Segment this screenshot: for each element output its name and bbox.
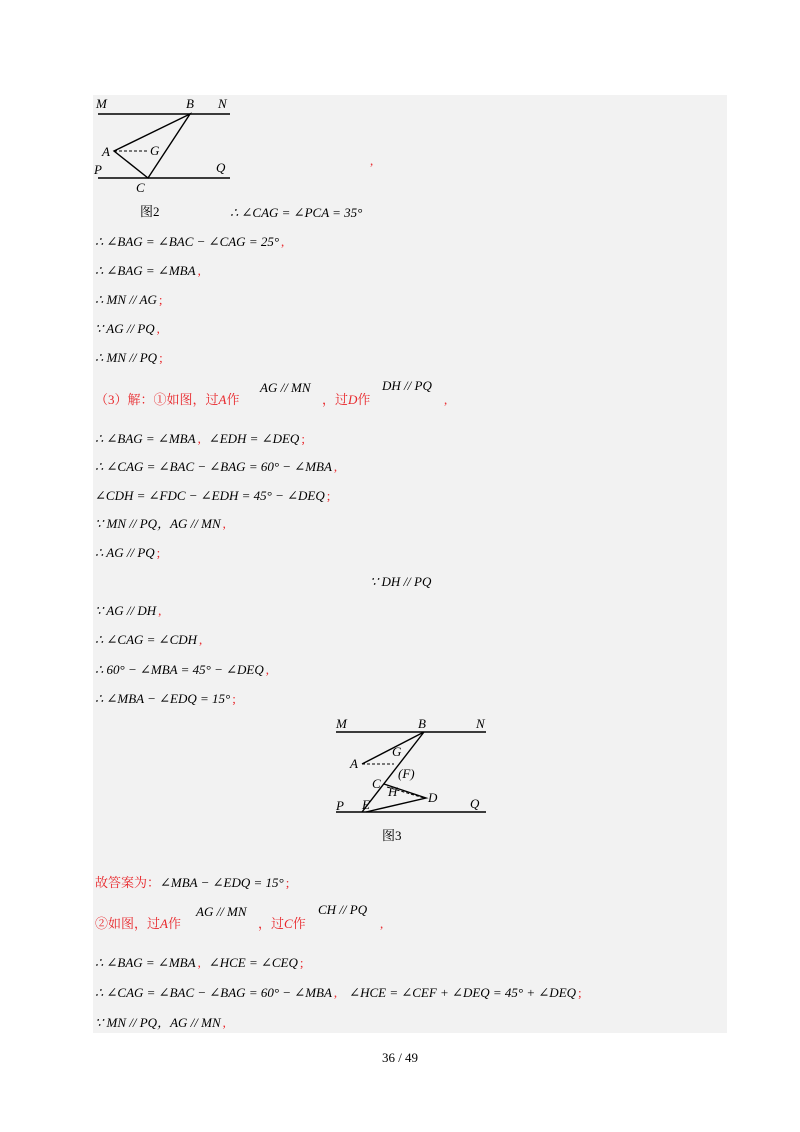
- proof-line-15: [95, 632, 202, 648]
- expr: ∠HCE = ∠CEF + ∠DEQ = 45° + ∠DEQ: [349, 985, 577, 1000]
- proof-line-4: [95, 292, 162, 308]
- label-B: B: [418, 716, 426, 731]
- point-A: A: [218, 392, 227, 407]
- answer-line: [95, 875, 289, 891]
- punct: ;: [159, 350, 163, 365]
- expr: ∴ ∠BAG = ∠MBA: [95, 431, 196, 446]
- label-C: C: [136, 180, 145, 195]
- label-N: N: [476, 716, 485, 731]
- part-3-intro: [95, 392, 239, 408]
- punct: ;: [578, 985, 582, 1000]
- label-P: P: [94, 162, 102, 177]
- punct: ;: [285, 875, 290, 890]
- figure-2-caption: 图2: [140, 204, 160, 219]
- punct: ,: [333, 985, 338, 1000]
- expr: ∵ AG // DH: [95, 603, 157, 618]
- expr: ∵ MN // PQ，AG // MN: [95, 1015, 221, 1030]
- expr: ∴ AG // PQ: [95, 545, 155, 560]
- punct: ,: [222, 516, 226, 531]
- label-A: A: [350, 756, 358, 771]
- expr: ∵ MN // PQ，AG // MN: [95, 516, 221, 531]
- expr: ∴ MN // PQ: [95, 350, 158, 365]
- expr: ∠CDH = ∠FDC − ∠EDH = 45° − ∠DEQ: [95, 488, 325, 503]
- expr: ∵ AG // PQ: [95, 321, 155, 336]
- proof-line-3: [95, 263, 201, 279]
- part-3-intro-2: [322, 392, 370, 408]
- proof-line-5: [95, 321, 160, 337]
- text: （3）解：①如图，过: [95, 392, 219, 407]
- expr: ∴ MN // AG: [95, 292, 157, 307]
- proof-line-2: [95, 234, 284, 250]
- punct: ,: [199, 632, 203, 647]
- label-D: D: [428, 790, 438, 805]
- punct: ;: [299, 955, 304, 970]
- label-Q: Q: [470, 796, 480, 811]
- expr: ∴ ∠CAG = ∠BAC − ∠BAG = 60° − ∠MBA: [95, 459, 332, 474]
- expr: ∴ ∠MBA − ∠EDQ = 15°: [95, 691, 231, 706]
- punct: ;: [326, 488, 331, 503]
- expr: ∴ ∠BAG = ∠BAC − ∠CAG = 25°: [95, 234, 280, 249]
- proof-line-6: [95, 350, 163, 366]
- label-E: E: [362, 797, 370, 812]
- text: ，过: [258, 916, 285, 931]
- label-B: B: [186, 96, 194, 111]
- text: 作: [292, 916, 306, 931]
- point-C: C: [284, 916, 293, 931]
- proof-line-13: ∵ DH // PQ: [370, 574, 432, 589]
- expr: ∴ ∠CAG = ∠CDH: [95, 632, 198, 647]
- punct: ,: [156, 321, 160, 336]
- point-A: A: [160, 916, 168, 931]
- proof-line-11: [95, 516, 226, 532]
- expr-AG-parallel-MN: AG // MN: [196, 904, 247, 919]
- label-Q: Q: [216, 160, 226, 175]
- proof-line-9: [95, 459, 337, 475]
- text: ，过: [322, 392, 349, 407]
- proof-line-1: ∴ ∠CAG = ∠PCA = 35°: [230, 205, 363, 220]
- expr-AG-parallel-MN: AG // MN: [260, 380, 311, 395]
- punct: ;: [232, 691, 236, 706]
- punct: ,: [158, 603, 162, 618]
- expr: ∠EDH = ∠DEQ: [208, 431, 300, 446]
- label-H: H: [388, 784, 398, 799]
- punct: ,: [197, 263, 201, 278]
- text: 作: [357, 392, 371, 407]
- punct: ,: [222, 1015, 226, 1030]
- figure-3: [332, 712, 492, 824]
- text: ②如图，过: [95, 916, 161, 931]
- expr-CH-parallel-PQ: CH // PQ: [318, 902, 368, 917]
- part-3-2-intro-2: [258, 916, 306, 932]
- proof-line-8: [95, 431, 305, 447]
- punct: ;: [158, 292, 163, 307]
- expr: ∴ ∠BAG = ∠MBA: [95, 263, 196, 278]
- punct: ,: [380, 916, 384, 931]
- proof-line-21: [95, 985, 582, 1001]
- label-G: G: [150, 143, 160, 158]
- proof-line-22: [95, 1015, 226, 1031]
- label-C: C: [372, 776, 381, 791]
- punct: ;: [156, 545, 161, 560]
- expr-DH-parallel-PQ: DH // PQ: [382, 378, 432, 393]
- punct: ,: [197, 955, 201, 970]
- label-F: (F): [398, 766, 415, 781]
- proof-line-12: [95, 545, 160, 561]
- punct: ,: [197, 431, 201, 446]
- label-G: G: [392, 744, 402, 759]
- part-3-2-intro: [95, 916, 181, 932]
- punct: ,: [333, 459, 338, 474]
- point-D: D: [348, 392, 358, 407]
- expr: ∴ ∠CAG = ∠BAC − ∠BAG = 60° − ∠MBA: [95, 985, 332, 1000]
- text: 作: [167, 916, 181, 931]
- proof-line-10: [95, 488, 330, 504]
- page-number: 36 / 49: [381, 1050, 419, 1065]
- punct: ,: [281, 234, 285, 249]
- figure-2: [90, 92, 240, 202]
- expr: ∠HCE = ∠CEQ: [208, 955, 298, 970]
- label-A: A: [102, 144, 110, 159]
- label-M: M: [336, 716, 347, 731]
- proof-line-17: [95, 691, 236, 707]
- figure-3-caption: 图3: [382, 828, 402, 843]
- text: 作: [226, 392, 240, 407]
- stray-comma: ,: [370, 153, 374, 168]
- expr: ∴ 60° − ∠MBA = 45° − ∠DEQ: [95, 662, 264, 677]
- expr: ∠MBA − ∠EDQ = 15°: [160, 875, 284, 890]
- label-N: N: [218, 96, 227, 111]
- answer-label: 故答案为：: [95, 875, 161, 890]
- proof-line-16: [95, 662, 269, 678]
- punct: ,: [265, 662, 269, 677]
- punct: ;: [301, 431, 305, 446]
- expr: ∴ ∠BAG = ∠MBA: [95, 955, 196, 970]
- label-M: M: [96, 96, 107, 111]
- proof-line-20: [95, 955, 304, 971]
- label-P: P: [336, 798, 344, 813]
- punct: ,: [444, 392, 448, 407]
- proof-line-14: [95, 603, 161, 619]
